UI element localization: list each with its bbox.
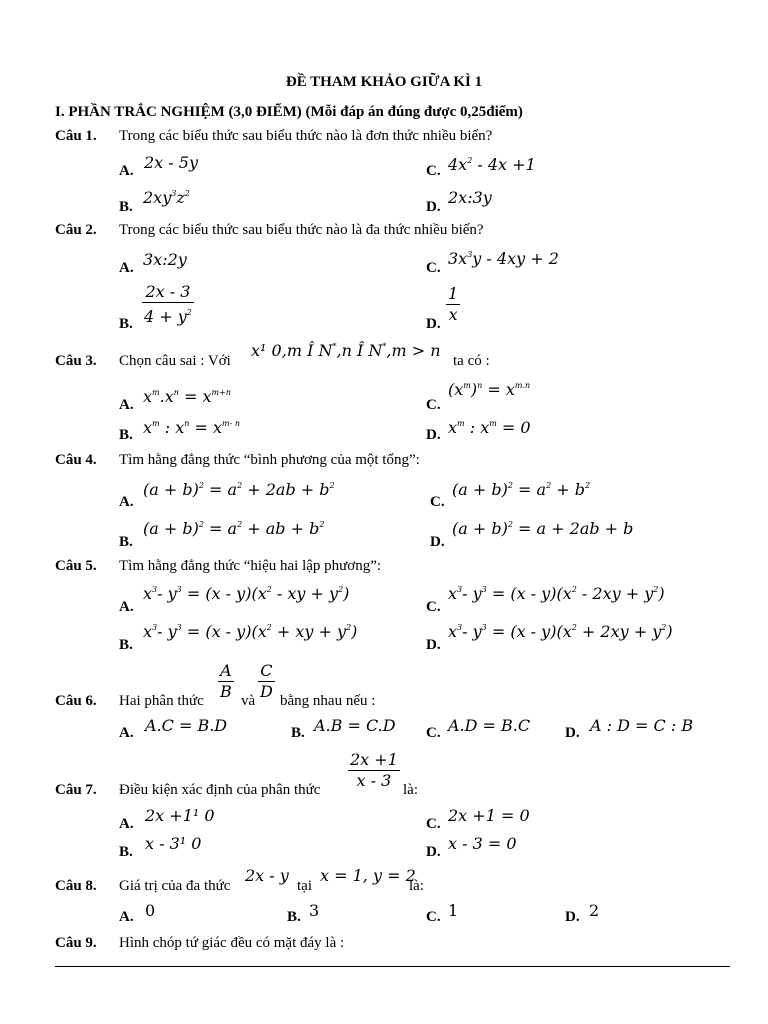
q5-label-a: A.	[119, 599, 134, 615]
q7-text: Điều kiện xác định của phân thức	[119, 782, 321, 798]
q6-option-b: A.B = C.D	[314, 716, 396, 735]
q1-option-d: 2x:3y	[448, 188, 492, 207]
q3-condition: x¹ 0,m Î N*,n Î N*,m > n	[251, 341, 441, 360]
q7-label-d: D.	[426, 844, 441, 860]
q1-option-a: 2x - 5y	[144, 153, 198, 172]
q8-label-a: A.	[119, 909, 134, 925]
q7-label-a: A.	[119, 816, 134, 832]
q8-label-b: B.	[287, 909, 301, 925]
q7-option-b: x - 3¹ 0	[145, 834, 202, 853]
q5-option-c: $x^3-$ $y^3 = (x - y)(x^2 - 2xy + y^2)$	[448, 584, 665, 603]
q4-number: Câu 4.	[55, 452, 97, 468]
q3-tail: ta có :	[453, 353, 490, 369]
q2-option-d: $\frac{1}{x}$	[448, 284, 459, 324]
q2-number: Câu 2.	[55, 222, 97, 238]
q7-label-c: C.	[426, 816, 441, 832]
q6-option-a: A.C = B.D	[145, 716, 228, 735]
q6-option-d: A : D = C : B	[590, 716, 694, 735]
q3-text: Chọn câu sai : Với	[119, 353, 231, 369]
q7-fraction: $\frac{2x +1}{x - 3}$	[350, 750, 398, 790]
q2-option-b: $\frac{2x - 3}{4 + y^2}$	[144, 282, 192, 326]
q4-label-b: B.	[119, 534, 133, 550]
q6-label-b: B.	[291, 725, 305, 741]
q8-label-c: C.	[426, 909, 441, 925]
q6-label-d: D.	[565, 725, 580, 741]
q3-label-b: B.	[119, 427, 133, 443]
q4-option-c: $(a + b)^2 = a^2 + b^2$	[452, 480, 591, 499]
q3-option-d: $x^m$ : $x^m = 0$	[448, 418, 531, 437]
q1-label-a: A.	[119, 163, 134, 179]
q5-option-d: $x^3-$ $y^3 = (x - y)(x^2 + 2xy + y^2)$	[448, 622, 673, 641]
q7-option-c: 2x +1 = 0	[448, 806, 530, 825]
q4-text: Tìm hằng đẳng thức “bình phương của một tổng”:	[119, 452, 420, 468]
q1-option-b: $2xy^3z^2$	[143, 188, 190, 207]
q1-option-c: $4x^2 - 4x +1$	[448, 155, 536, 174]
q3-label-d: D.	[426, 427, 441, 443]
q8-option-b: 3	[309, 901, 320, 920]
q7-option-d: x - 3 = 0	[448, 834, 517, 853]
q5-number: Câu 5.	[55, 558, 97, 574]
q5-text: Tìm hằng đẳng thức “hiệu hai lập phương”:	[119, 558, 382, 574]
q8-option-d: 2	[589, 901, 600, 920]
q5-option-b: $x^3-$ $y^3 = (x - y)(x^2$ + xy + $y^2$)	[143, 622, 358, 641]
q6-fraction-ab: $\frac{A}{B}$	[220, 661, 232, 701]
q2-label-d: D.	[426, 316, 441, 332]
q8-values: x = 1, y = 2	[320, 866, 416, 885]
q3-number: Câu 3.	[55, 353, 97, 369]
q7-number: Câu 7.	[55, 782, 97, 798]
q3-option-a: $x^m.x^n = x^{m+n}$	[143, 387, 231, 406]
q8-mid: tại	[297, 878, 312, 894]
q2-option-a: 3x:2y	[143, 250, 187, 269]
q9-number: Câu 9.	[55, 935, 97, 951]
q2-label-a: A.	[119, 260, 134, 276]
q6-tail: bằng nhau nếu :	[280, 693, 376, 709]
q8-tail: là:	[409, 878, 424, 894]
q1-number: Câu 1.	[55, 128, 97, 144]
q6-text: Hai phân thức	[119, 693, 204, 709]
q4-option-d: $(a + b)^2 = a + 2ab + b$	[452, 519, 634, 538]
q3-option-b: $x^m$ : $x^n = x^{m- n}$	[143, 418, 240, 437]
q5-option-a: $x^3-$ $y^3 = (x - y)(x^2$ - xy + $y^2$)	[143, 584, 350, 603]
q4-option-a: $(a + b)^2 = a^2 + 2ab + b^2$	[143, 480, 335, 499]
q6-label-c: C.	[426, 725, 441, 741]
q1-label-c: C.	[426, 163, 441, 179]
q2-text: Trong các biểu thức sau biểu thức nào là đa thức nhiều biến?	[119, 222, 484, 238]
q3-label-c: C.	[426, 397, 441, 413]
q8-number: Câu 8.	[55, 878, 97, 894]
q8-polynomial: 2x - y	[245, 866, 289, 885]
q4-label-a: A.	[119, 494, 134, 510]
q4-label-c: C.	[430, 494, 445, 510]
q3-label-a: A.	[119, 397, 134, 413]
q6-label-a: A.	[119, 725, 134, 741]
q4-label-d: D.	[430, 534, 445, 550]
section-heading: I. PHẦN TRẮC NGHIỆM (3,0 ĐIỂM) (Mỗi đáp án đúng được 0,25điểm)	[55, 104, 523, 120]
q6-fraction-cd: $\frac{C}{D}$	[260, 661, 273, 701]
q2-label-b: B.	[119, 316, 133, 332]
q2-option-c: $3x^3y - 4xy + 2$	[448, 249, 559, 268]
q8-label-d: D.	[565, 909, 580, 925]
q7-option-a: 2x +1¹ 0	[145, 806, 215, 825]
q1-text: Trong các biểu thức sau biểu thức nào là đơn thức nhiều biến?	[119, 128, 493, 144]
q8-option-a: 0	[145, 901, 156, 920]
document-title: ĐỀ THAM KHẢO GIỮA KÌ 1	[285, 74, 483, 90]
q6-option-c: A.D = B.C	[448, 716, 531, 735]
q9-text: Hình chóp tứ giác đều có mặt đáy là :	[119, 935, 345, 951]
footer-rule	[55, 966, 730, 967]
q5-label-d: D.	[426, 637, 441, 653]
q7-label-b: B.	[119, 844, 133, 860]
q1-label-b: B.	[119, 199, 133, 215]
q2-label-c: C.	[426, 260, 441, 276]
q6-number: Câu 6.	[55, 693, 97, 709]
q3-option-c: $(x^m)^n = x^{m.n}$	[448, 380, 531, 399]
q1-label-d: D.	[426, 199, 441, 215]
q7-tail: là:	[403, 782, 418, 798]
q4-option-b: $(a + b)^2 = a^2$ + ab + $b^2$	[143, 519, 325, 538]
q8-option-c: 1	[448, 901, 459, 920]
q6-mid: và	[241, 693, 256, 709]
q5-label-b: B.	[119, 637, 133, 653]
q5-label-c: C.	[426, 599, 441, 615]
q8-text: Giá trị của đa thức	[119, 878, 231, 894]
